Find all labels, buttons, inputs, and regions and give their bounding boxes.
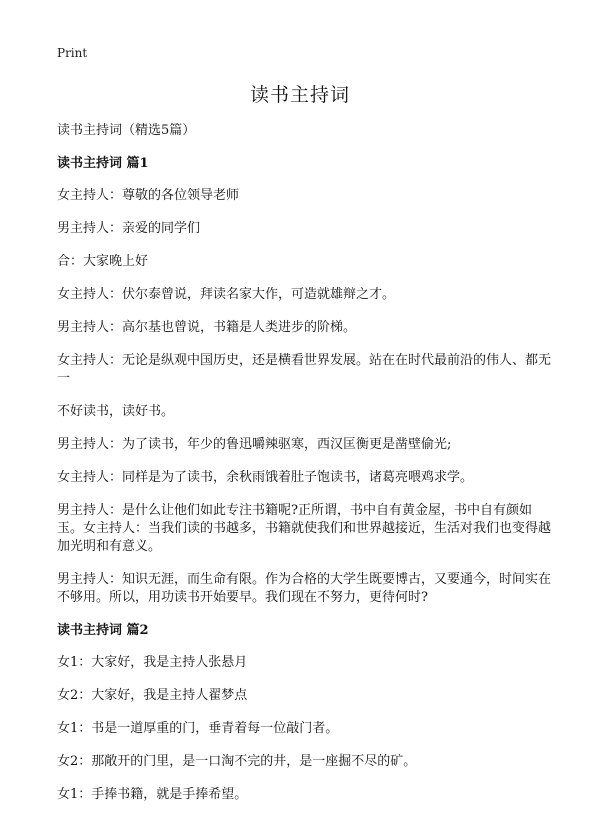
document-body (57, 122, 557, 819)
paragraph: 女1：书是一道厚重的门，垂青着每一位敲门者。 (57, 721, 339, 736)
paragraph: 男主持人：亲爱的同学们 (57, 221, 201, 236)
paragraph: 男主持人：知识无涯，而生命有限。作为合格的大学生既要博古，又要通今，时间实在不够用。所以，用功读书开始要早。我们现在不努力，更待何时? (57, 572, 552, 605)
paragraph: 女主持人：尊敬的各位领导老师 (57, 188, 240, 203)
section-heading-1: 读书主持词 篇1 (57, 156, 149, 171)
paragraph: 女主持人：伏尔泰曾说，拜读名家大作，可造就雄辩之才。 (57, 287, 396, 302)
paragraph: 女2：那敞开的门里，是一口淘不完的井，是一座掘不尽的矿。 (57, 754, 417, 769)
paragraph: 女1：大家好，我是主持人张悬月 (57, 655, 248, 670)
section-heading-2: 读书主持词 篇2 (57, 623, 149, 638)
paragraph: 男主持人：是什么让他们如此专注书籍呢?正所谓，书中自有黄金屋，书中自有颜如玉。女主持人：当我们读的书越多，书籍就使我们和世界越接近，生活对我们也变得越加光明和有意义。 (57, 503, 552, 554)
paragraph: 合：大家晚上好 (57, 254, 149, 269)
print-link[interactable]: Print (57, 46, 88, 60)
paragraph: 男主持人：高尔基也曾说，书籍是人类进步的阶梯。 (57, 320, 357, 335)
paragraph: 女主持人：同样是为了读书，余秋雨饿着肚子饱读书，诸葛亮喂鸡求学。 (57, 470, 474, 485)
paragraph: 不好读书，读好书。 (57, 404, 175, 419)
paragraph: 女主持人：无论是纵观中国历史，还是横看世界发展。站在在时代最前沿的伟人、都无一 (57, 353, 552, 386)
document-title: 读书主持词 (249, 84, 350, 106)
paragraph: 女1：手捧书籍，就是手捧希望。 (57, 787, 248, 802)
document-subtitle: 读书主持词（精选5篇） (57, 123, 196, 138)
paragraph: 女2：大家好，我是主持人翟梦点 (57, 688, 248, 703)
paragraph: 男主持人：为了读书，年少的鲁迅嚼辣驱寒，西汉匡衡更是凿壁偷光; (57, 437, 452, 452)
